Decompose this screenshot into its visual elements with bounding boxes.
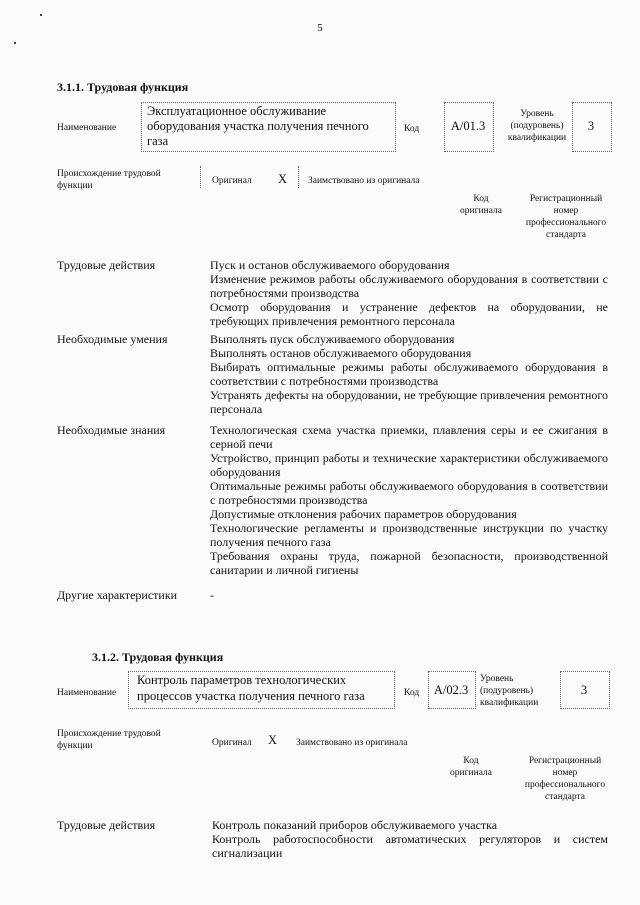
- list-item: Допустимые отклонения рабочих параметров оборудования: [210, 507, 517, 521]
- borrowed-label: Заимствовано из оригинала: [296, 738, 408, 748]
- list-item: Устранять дефекты на оборудовании, не требующие привлечения ремонтного персонала: [210, 388, 608, 416]
- original-label: Оригинал: [212, 176, 252, 186]
- list-item: Пуск и останов обслуживаемого оборудования: [210, 258, 450, 272]
- name-label: Наименование: [57, 688, 117, 698]
- registration-number-line: Регистрационный: [528, 756, 602, 766]
- registration-number-line: профессионального: [524, 780, 606, 790]
- page-number: 5: [317, 22, 323, 34]
- function-name-line: Эксплуатационное обслуживание: [147, 104, 327, 118]
- code-label: Код: [404, 688, 420, 698]
- name-label: Наименование: [57, 123, 117, 133]
- row-label: Необходимые знания: [57, 423, 166, 437]
- scan-speck: [14, 42, 16, 44]
- list-item: Выбирать оптимальные режимы работы обслуживаемого оборудования в соответствии с потребностями производства: [210, 360, 608, 388]
- row-items: [212, 818, 608, 860]
- registration-number-line: номер: [552, 768, 578, 778]
- function-name-line: оборудования участка получения печного: [147, 119, 369, 133]
- level-label: [480, 673, 556, 709]
- row-items: [210, 332, 608, 416]
- origin-divider: [298, 166, 299, 188]
- row-label: Необходимые умения: [57, 332, 168, 346]
- list-item: -: [210, 588, 214, 602]
- list-item: Оптимальные режимы работы обслуживаемого оборудования в соответствии с потребностями производства: [210, 479, 608, 507]
- registration-number-line: Регистрационный: [529, 194, 603, 204]
- original-code-line: оригинала: [460, 206, 502, 216]
- original-mark: X: [268, 733, 278, 747]
- level-label-line: Уровень: [480, 674, 514, 684]
- function-name-line: газа: [147, 134, 169, 148]
- list-item: Осмотр оборудования и устранение дефектов на оборудовании, не требующих привлечения ремонтного персонала: [210, 300, 608, 328]
- code-value: A/02.3: [433, 683, 469, 697]
- list-item: Требования охраны труда, пожарной безопасности, производственной санитарии и личной гигиены: [210, 549, 608, 577]
- registration-number-line: стандарта: [545, 792, 585, 802]
- level-label-line: (подуровень): [480, 686, 534, 696]
- registration-number-line: профессионального: [525, 218, 607, 228]
- registration-number-line: номер: [553, 206, 579, 216]
- origin-label-line: функции: [57, 741, 93, 751]
- scan-speck: [40, 14, 42, 16]
- row-items: [210, 423, 608, 577]
- list-item: Контроль показаний приборов обслуживаемого участка: [212, 818, 498, 832]
- registration-number-label: [518, 193, 614, 241]
- level-label-line: (подуровень): [510, 121, 564, 131]
- origin-label: [57, 728, 161, 752]
- level-label-line: квалификации: [480, 698, 539, 708]
- level-label: [502, 108, 572, 144]
- level-label-line: квалификации: [507, 133, 567, 143]
- function-name-line: Контроль параметров технологических: [137, 673, 347, 687]
- original-code-line: Код: [473, 194, 489, 204]
- borrowed-label: Заимствовано из оригинала: [308, 176, 420, 186]
- list-item: Технологическая схема участка приемки, плавления серы и ее сжигания в серной печи: [210, 423, 608, 451]
- row-label: Трудовые действия: [57, 258, 156, 272]
- list-item: Технологические регламенты и производственные инструкции по участку получения печного газа: [210, 521, 608, 549]
- registration-number-label: [515, 755, 615, 803]
- original-code-label: [436, 755, 506, 779]
- original-mark: X: [278, 172, 288, 186]
- origin-label-line: функции: [57, 181, 93, 191]
- origin-label-line: Происхождение трудовой: [57, 729, 161, 739]
- list-item: Изменение режимов работы обслуживаемого оборудования в соответствии с потребностями производства: [210, 272, 608, 300]
- origin-divider: [200, 166, 201, 188]
- list-item: Устройство, принцип работы и технические характеристики обслуживаемого оборудования: [210, 451, 608, 479]
- section-title: 3.1.1. Трудовая функция: [57, 80, 189, 94]
- origin-label-line: Происхождение трудовой: [57, 169, 161, 179]
- list-item: Контроль работоспособности автоматических регуляторов и систем сигнализации: [212, 832, 608, 860]
- original-code-line: оригинала: [450, 768, 492, 778]
- list-item: Выполнять пуск обслуживаемого оборудования: [210, 332, 455, 346]
- level-value: 3: [580, 683, 588, 697]
- original-label: Оригинал: [212, 738, 252, 748]
- registration-number-line: стандарта: [546, 230, 586, 240]
- row-label: Трудовые действия: [57, 818, 156, 832]
- origin-label: [57, 168, 161, 192]
- section-title: 3.1.2. Трудовая функция: [92, 650, 224, 664]
- row-items: [210, 258, 608, 328]
- level-label-line: Уровень: [520, 109, 554, 119]
- code-label: Код: [404, 124, 420, 134]
- function-name-line: процессов участка получения печного газа: [137, 689, 365, 703]
- level-value: 3: [587, 119, 595, 133]
- row-label: Другие характеристики: [57, 588, 178, 602]
- code-value: A/01.3: [450, 119, 486, 133]
- original-code-label: [446, 193, 516, 217]
- original-code-line: Код: [463, 756, 479, 766]
- list-item: Выполнять останов обслуживаемого оборудования: [210, 346, 472, 360]
